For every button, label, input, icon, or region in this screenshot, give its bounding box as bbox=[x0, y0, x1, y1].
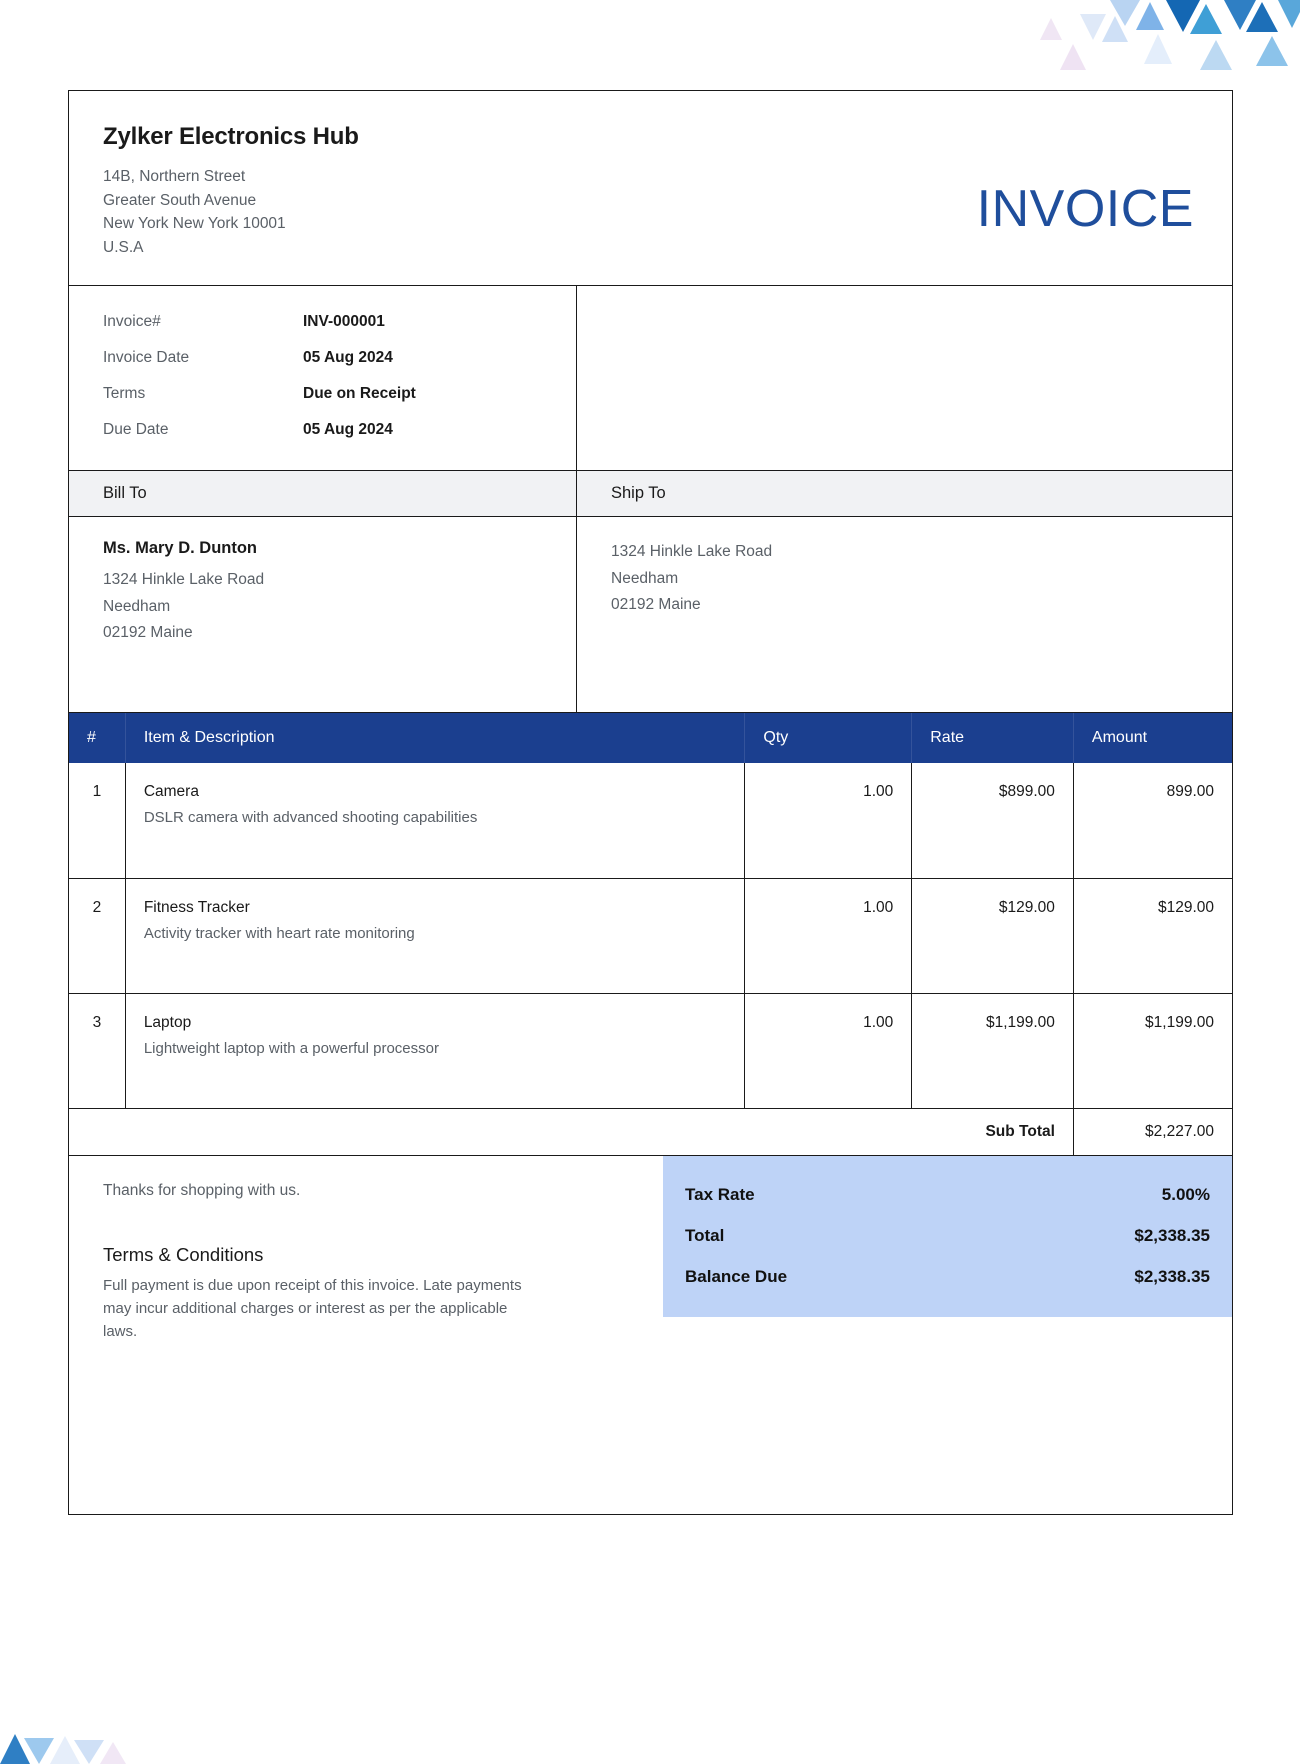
meta-row-terms bbox=[103, 376, 542, 412]
item-description: Lightweight laptop with a powerful processor bbox=[143, 1039, 439, 1057]
total-row-balance-due bbox=[685, 1256, 1210, 1297]
sub-total-row bbox=[69, 1108, 1232, 1155]
table-header-row bbox=[69, 713, 1232, 763]
company-address-line-2: Greater South Avenue bbox=[103, 191, 257, 209]
invoice-meta-empty bbox=[577, 286, 1232, 470]
item-name: Laptop bbox=[143, 1013, 192, 1031]
ship-to-address-line-2: Needham bbox=[611, 569, 679, 587]
sub-total-spacer bbox=[69, 1108, 912, 1155]
item-description: Activity tracker with heart rate monitoring bbox=[143, 924, 415, 942]
total-label: Tax Rate bbox=[685, 1184, 755, 1204]
column-header-qty: Qty bbox=[745, 713, 912, 763]
invoice-header bbox=[69, 91, 1232, 286]
column-header-amount: Amount bbox=[1073, 713, 1232, 763]
footer-totals bbox=[663, 1156, 1232, 1344]
ship-to-address-line-1: 1324 Hinkle Lake Road bbox=[611, 543, 773, 560]
line-items-table bbox=[69, 713, 1232, 1156]
terms-title: Terms & Conditions bbox=[103, 1243, 264, 1265]
bill-to-name: Ms. Mary D. Dunton bbox=[103, 539, 258, 557]
bill-to-heading: Bill To bbox=[69, 471, 577, 516]
row-amount: $129.00 bbox=[1073, 878, 1232, 993]
meta-label: Invoice Date bbox=[103, 349, 190, 367]
meta-value: 05 Aug 2024 bbox=[303, 421, 393, 439]
line-items-body bbox=[69, 763, 1232, 1155]
meta-row-due-date bbox=[103, 412, 542, 448]
bill-to-address-line-3: 02192 Maine bbox=[103, 624, 193, 642]
invoice-page bbox=[68, 90, 1233, 1515]
total-label: Total bbox=[685, 1225, 725, 1245]
meta-label: Terms bbox=[103, 385, 146, 403]
company-address-line-1: 14B, Northern Street bbox=[103, 168, 246, 185]
row-item-cell bbox=[125, 763, 745, 878]
row-number: 3 bbox=[69, 993, 125, 1108]
row-qty: 1.00 bbox=[745, 763, 912, 878]
table-row bbox=[69, 993, 1232, 1108]
invoice-meta bbox=[69, 286, 1232, 471]
item-name: Fitness Tracker bbox=[143, 898, 250, 916]
ship-to-block bbox=[577, 517, 1232, 712]
row-qty: 1.00 bbox=[745, 993, 912, 1108]
thanks-note: Thanks for shopping with us. bbox=[103, 1181, 301, 1199]
sub-total-value: $2,227.00 bbox=[1073, 1108, 1232, 1155]
meta-label: Invoice# bbox=[103, 313, 161, 331]
terms-body: Full payment is due upon receipt of this invoice. Late payments may incur additional charges or interest as per the applicable laws. bbox=[103, 1276, 522, 1341]
row-rate: $129.00 bbox=[912, 878, 1074, 993]
company-name: Zylker Electronics Hub bbox=[103, 123, 359, 150]
meta-label: Due Date bbox=[103, 421, 169, 439]
row-item-cell bbox=[125, 878, 745, 993]
column-header-number: # bbox=[69, 713, 125, 763]
footer-notes bbox=[69, 1156, 663, 1344]
meta-value: INV-000001 bbox=[303, 313, 385, 331]
row-item-cell bbox=[125, 993, 745, 1108]
company-address-line-4: U.S.A bbox=[103, 238, 144, 256]
line-items-header bbox=[69, 713, 1232, 763]
bill-to-address-line-2: Needham bbox=[103, 597, 171, 615]
meta-value: 05 Aug 2024 bbox=[303, 349, 393, 367]
column-header-rate: Rate bbox=[912, 713, 1074, 763]
company-address-line-3: New York New York 10001 bbox=[103, 215, 286, 233]
row-rate: $899.00 bbox=[912, 763, 1074, 878]
total-row-tax-rate bbox=[685, 1174, 1210, 1215]
total-value: $2,338.35 bbox=[1134, 1266, 1210, 1286]
total-value: $2,338.35 bbox=[1134, 1225, 1210, 1245]
table-row bbox=[69, 763, 1232, 878]
bill-ship-bodies bbox=[69, 517, 1232, 713]
bill-to-block bbox=[69, 517, 577, 712]
item-name: Camera bbox=[143, 783, 199, 800]
meta-row-invoice-number bbox=[103, 304, 542, 340]
total-row-total bbox=[685, 1215, 1210, 1256]
sub-total-label: Sub Total bbox=[912, 1108, 1074, 1155]
bill-ship-headings bbox=[69, 471, 1232, 517]
totals-panel bbox=[663, 1156, 1232, 1317]
invoice-footer bbox=[69, 1156, 1232, 1344]
ship-to-address-line-3: 02192 Maine bbox=[611, 596, 701, 614]
bill-to-address-line-1: 1324 Hinkle Lake Road bbox=[103, 571, 265, 588]
column-header-item: Item & Description bbox=[125, 713, 745, 763]
invoice-meta-fields bbox=[69, 286, 577, 470]
ship-to-heading: Ship To bbox=[611, 484, 666, 502]
row-number: 1 bbox=[69, 763, 125, 878]
total-label: Balance Due bbox=[685, 1266, 788, 1286]
row-rate: $1,199.00 bbox=[912, 993, 1074, 1108]
row-number: 2 bbox=[69, 878, 125, 993]
row-amount: $1,199.00 bbox=[1073, 993, 1232, 1108]
decorative-triangles-bottom-left bbox=[0, 1704, 200, 1764]
invoice-title: INVOICE bbox=[976, 180, 1194, 238]
decorative-triangles-top-right bbox=[1040, 0, 1300, 70]
company-block bbox=[103, 123, 359, 259]
table-row bbox=[69, 878, 1232, 993]
meta-row-invoice-date bbox=[103, 340, 542, 376]
meta-value: Due on Receipt bbox=[303, 385, 416, 403]
total-value: 5.00% bbox=[1161, 1184, 1210, 1204]
item-description: DSLR camera with advanced shooting capabilities bbox=[143, 809, 478, 826]
row-amount: 899.00 bbox=[1073, 763, 1232, 878]
row-qty: 1.00 bbox=[745, 878, 912, 993]
